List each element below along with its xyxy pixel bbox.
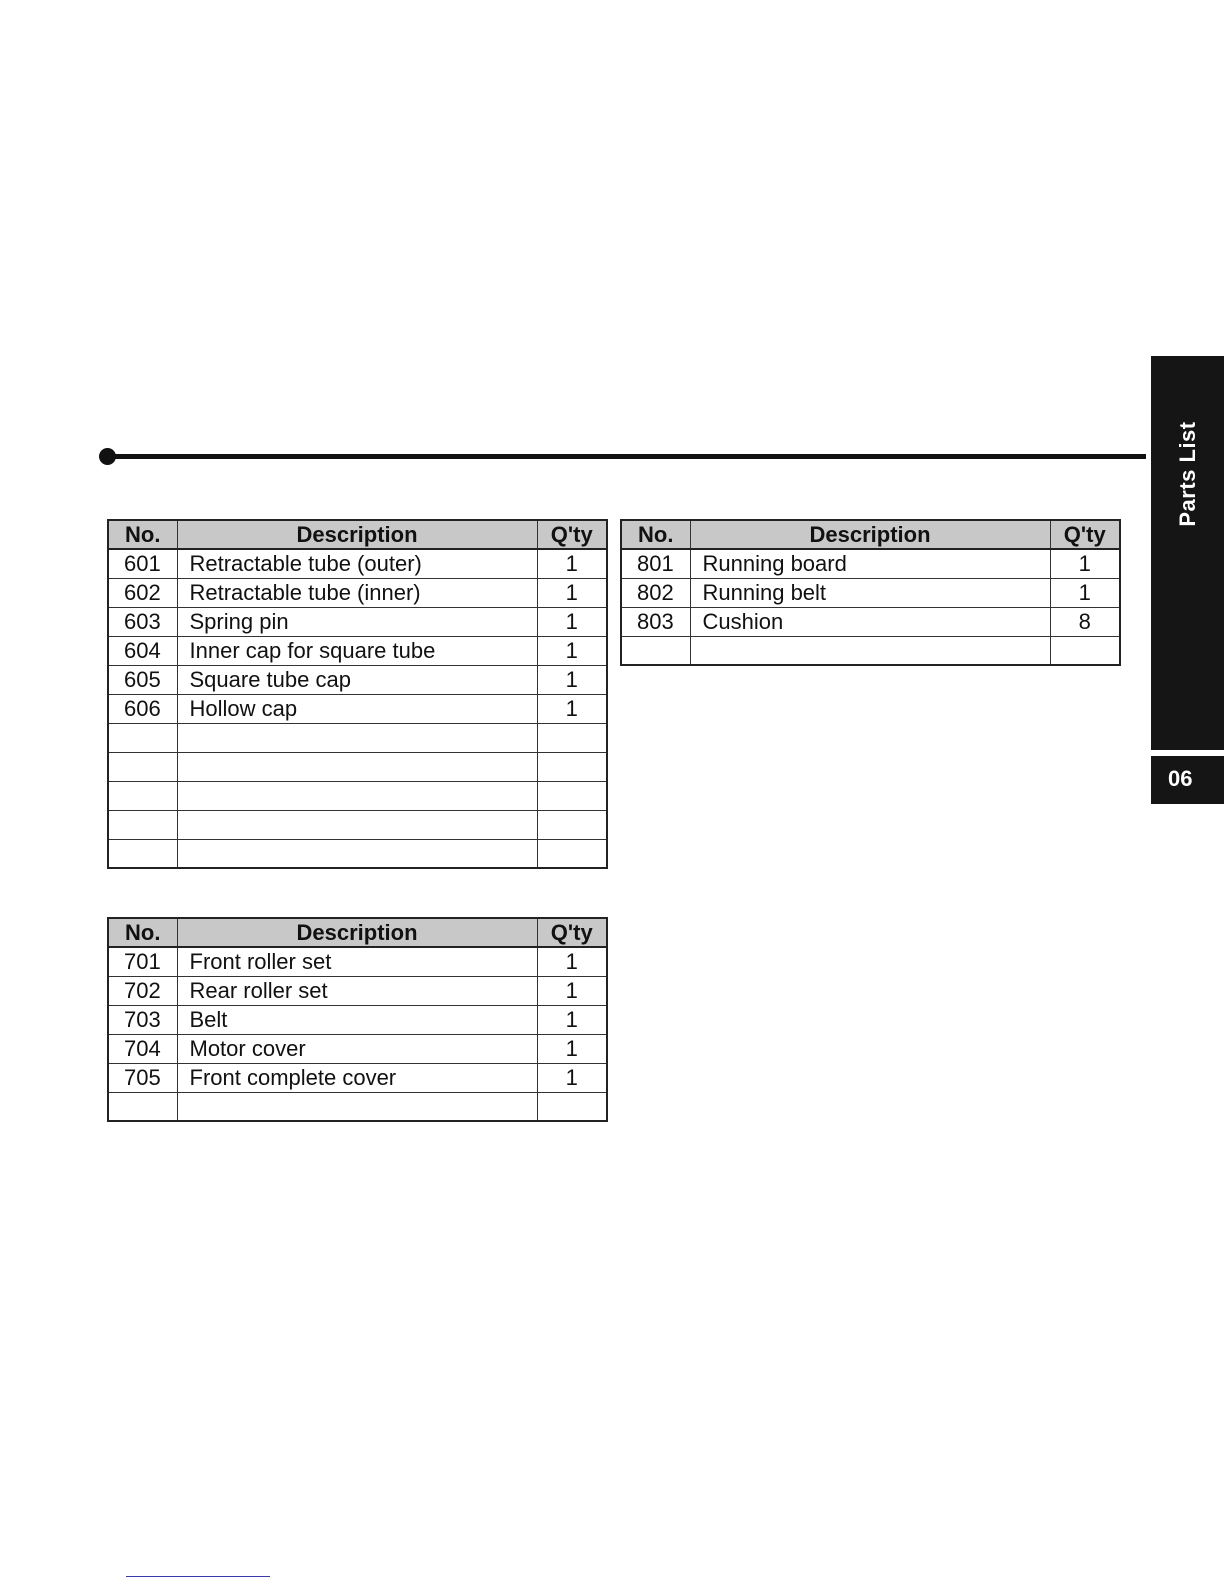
- table-row: [108, 1092, 607, 1121]
- part-qty-cell: 1: [537, 1063, 607, 1092]
- part-number-cell: 703: [108, 1005, 177, 1034]
- part-description-cell: [177, 723, 537, 752]
- part-description-cell: Cushion: [690, 607, 1050, 636]
- table-row: [108, 1063, 607, 1092]
- parts-table-700: [107, 917, 608, 1122]
- table-header-row: [621, 520, 1120, 549]
- table-row: [108, 694, 607, 723]
- part-description-cell: Spring pin: [177, 607, 537, 636]
- part-number-cell: 601: [108, 549, 177, 578]
- parts-table-600: [107, 519, 608, 869]
- part-number-cell: [108, 1092, 177, 1121]
- part-number-cell: 802: [621, 578, 690, 607]
- parts-table-800: [620, 519, 1121, 666]
- table-row: [108, 752, 607, 781]
- part-number-cell: 602: [108, 578, 177, 607]
- part-qty-cell: 1: [537, 665, 607, 694]
- footer-rule: [126, 1576, 270, 1577]
- part-description-cell: Retractable tube (inner): [177, 578, 537, 607]
- part-number-cell: [108, 839, 177, 868]
- table-row: [621, 578, 1120, 607]
- part-description-cell: Running board: [690, 549, 1050, 578]
- header-no: No.: [108, 918, 177, 947]
- part-qty-cell: 1: [537, 1005, 607, 1034]
- header-description: Description: [177, 918, 537, 947]
- part-description-cell: Front roller set: [177, 947, 537, 976]
- part-number-cell: 606: [108, 694, 177, 723]
- table-row: [108, 810, 607, 839]
- part-description-cell: Front complete cover: [177, 1063, 537, 1092]
- part-number-cell: 803: [621, 607, 690, 636]
- table-row: [621, 549, 1120, 578]
- part-number-cell: 605: [108, 665, 177, 694]
- part-number-cell: [108, 723, 177, 752]
- part-description-cell: Rear roller set: [177, 976, 537, 1005]
- part-qty-cell: 1: [1050, 578, 1120, 607]
- part-number-cell: [108, 781, 177, 810]
- part-qty-cell: 8: [1050, 607, 1120, 636]
- page-number-badge: 06: [1151, 756, 1224, 804]
- part-qty-cell: 1: [537, 694, 607, 723]
- table-row: [108, 723, 607, 752]
- part-qty-cell: [537, 1092, 607, 1121]
- header-no: No.: [621, 520, 690, 549]
- part-qty-cell: 1: [537, 578, 607, 607]
- part-qty-cell: 1: [537, 549, 607, 578]
- part-description-cell: Belt: [177, 1005, 537, 1034]
- part-description-cell: Square tube cap: [177, 665, 537, 694]
- part-number-cell: [108, 810, 177, 839]
- part-description-cell: [177, 810, 537, 839]
- part-qty-cell: [537, 781, 607, 810]
- table-row: [108, 636, 607, 665]
- table-row: [108, 578, 607, 607]
- table-row: [108, 549, 607, 578]
- part-number-cell: 702: [108, 976, 177, 1005]
- part-number-cell: 705: [108, 1063, 177, 1092]
- part-qty-cell: 1: [1050, 549, 1120, 578]
- part-qty-cell: 1: [537, 976, 607, 1005]
- section-label: Parts List: [1174, 421, 1200, 527]
- part-number-cell: [621, 636, 690, 665]
- part-description-cell: [690, 636, 1050, 665]
- header-qty: Q'ty: [537, 520, 607, 549]
- part-qty-cell: 1: [537, 947, 607, 976]
- table-row: [621, 607, 1120, 636]
- table-row: [108, 1034, 607, 1063]
- part-description-cell: Retractable tube (outer): [177, 549, 537, 578]
- part-description-cell: [177, 839, 537, 868]
- side-section-tab: [1151, 356, 1224, 750]
- header-no: No.: [108, 520, 177, 549]
- part-description-cell: [177, 752, 537, 781]
- part-number-cell: 701: [108, 947, 177, 976]
- table-row: [108, 781, 607, 810]
- part-number-cell: 801: [621, 549, 690, 578]
- part-description-cell: [177, 781, 537, 810]
- table-row: [108, 665, 607, 694]
- part-qty-cell: [537, 810, 607, 839]
- part-number-cell: 603: [108, 607, 177, 636]
- part-description-cell: Motor cover: [177, 1034, 537, 1063]
- part-qty-cell: 1: [537, 607, 607, 636]
- table-row: [108, 607, 607, 636]
- header-qty: Q'ty: [1050, 520, 1120, 549]
- header-qty: Q'ty: [537, 918, 607, 947]
- table-row: [108, 947, 607, 976]
- part-qty-cell: 1: [537, 636, 607, 665]
- part-description-cell: [177, 1092, 537, 1121]
- part-qty-cell: [537, 839, 607, 868]
- part-qty-cell: 1: [537, 1034, 607, 1063]
- part-qty-cell: [1050, 636, 1120, 665]
- header-description: Description: [177, 520, 537, 549]
- table-row: [108, 1005, 607, 1034]
- section-rule: [106, 454, 1146, 459]
- table-row: [108, 976, 607, 1005]
- part-number-cell: 604: [108, 636, 177, 665]
- header-description: Description: [690, 520, 1050, 549]
- part-qty-cell: [537, 723, 607, 752]
- part-number-cell: 704: [108, 1034, 177, 1063]
- part-qty-cell: [537, 752, 607, 781]
- part-number-cell: [108, 752, 177, 781]
- table-row: [621, 636, 1120, 665]
- part-description-cell: Inner cap for square tube: [177, 636, 537, 665]
- table-row: [108, 839, 607, 868]
- table-header-row: [108, 520, 607, 549]
- table-header-row: [108, 918, 607, 947]
- part-description-cell: Running belt: [690, 578, 1050, 607]
- part-description-cell: Hollow cap: [177, 694, 537, 723]
